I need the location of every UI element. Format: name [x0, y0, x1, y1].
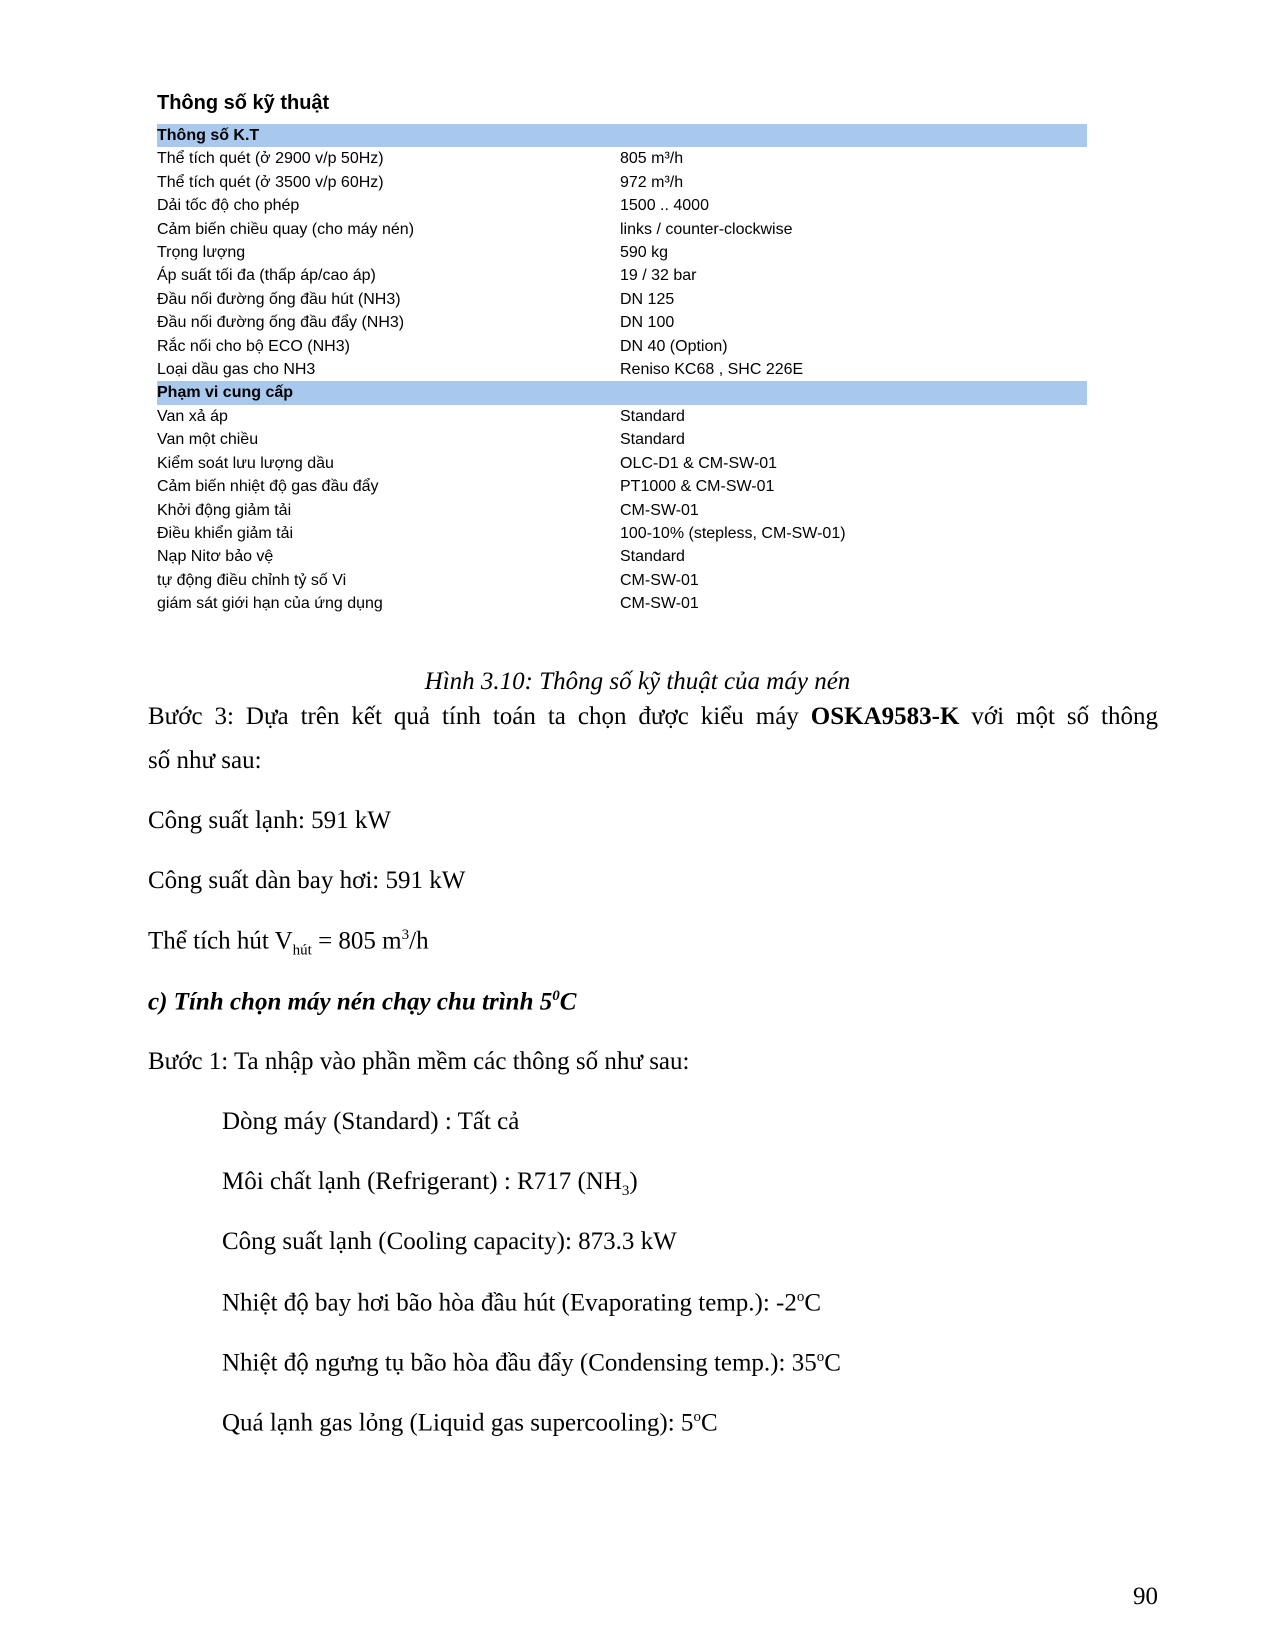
evaporator-capacity-line: Công suất dàn bay hơi: 591 kW	[148, 867, 466, 894]
spec-value: PT1000 & CM-SW-01	[620, 478, 775, 496]
spec-label: Áp suất tối đa (thấp áp/cao áp)	[157, 267, 376, 285]
figure-caption: Hình 3.10: Thông số kỹ thuật của máy nén	[424, 668, 851, 695]
spec-row	[157, 499, 1087, 522]
spec-row	[157, 475, 1087, 498]
step3-model: OSKA9583-K	[810, 703, 960, 730]
spec-value: DN 40 (Option)	[620, 337, 728, 355]
spec-label: Khởi động giảm tải	[157, 501, 292, 519]
spec-value: links / counter-clockwise	[620, 220, 793, 238]
spec-value: Standard	[620, 548, 685, 566]
spec-label: giám sát giới hạn của ứng dụng	[157, 595, 383, 613]
step3-line2: số như sau:	[148, 747, 262, 774]
spec-section-fill	[620, 381, 1087, 404]
spec-value: Standard	[620, 431, 685, 449]
step1-line: Bước 1: Ta nhập vào phần mềm các thông số như sau:	[148, 1048, 690, 1075]
spec-label: Trọng lượng	[157, 244, 246, 262]
cooling-capacity-line: Công suất lạnh: 591 kW	[148, 807, 392, 834]
spec-row	[157, 241, 1087, 264]
spec-section-header	[157, 124, 1087, 147]
step3-text-before: Bước 3: Dựa trên kết quả tính toán ta chọn được kiểu máy	[148, 703, 799, 730]
spec-row	[157, 171, 1087, 194]
spec-section-title: Thông số K.T	[157, 124, 620, 147]
spec-value: OLC-D1 & CM-SW-01	[620, 454, 778, 472]
evap-suffix: C	[804, 1289, 822, 1317]
spec-label: Dải tốc độ cho phép	[157, 197, 300, 215]
spec-label: Thể tích quét (ở 3500 v/p 60Hz)	[157, 173, 384, 191]
spec-row	[157, 264, 1087, 287]
spec-value: Standard	[620, 407, 685, 425]
spec-label: Van xả áp	[157, 407, 228, 425]
refrigerant-prefix: Môi chất lạnh (Refrigerant) : R717 (NH	[222, 1168, 622, 1195]
spec-value: CM-SW-01	[620, 571, 699, 589]
suction-volume-prefix: Thể tích hút V	[148, 927, 293, 955]
spec-row	[157, 288, 1087, 311]
spec-value: 100-10% (stepless, CM-SW-01)	[620, 524, 846, 542]
spec-section-header	[157, 381, 1087, 404]
heading-c-text: c) Tính chọn máy nén chạy chu trình 5	[148, 988, 553, 1016]
spec-row	[157, 335, 1087, 358]
heading-c-superscript: 0	[552, 988, 560, 1004]
input-series: Dòng máy (Standard) : Tất cả	[222, 1108, 520, 1135]
evap-prefix: Nhiệt độ bay hơi bão hòa đầu hút (Evaporating temp.): -2	[222, 1289, 797, 1317]
heading-c-suffix: C	[559, 988, 577, 1016]
step3-text-after: với một số thông	[971, 703, 1159, 730]
spec-row	[157, 569, 1087, 592]
spec-value: DN 125	[620, 290, 675, 308]
cond-suffix: C	[824, 1349, 841, 1377]
section-heading-c	[148, 988, 1158, 1016]
spec-label: Rắc nối cho bộ ECO (NH3)	[157, 337, 350, 355]
spec-row	[157, 405, 1087, 428]
spec-label: Loại dầu gas cho NH3	[157, 361, 316, 379]
suction-volume-middle: = 805 m	[311, 927, 402, 955]
spec-figure	[157, 88, 1087, 616]
spec-row	[157, 522, 1087, 545]
spec-row	[157, 592, 1087, 615]
spec-value: 805 m³/h	[620, 150, 684, 168]
suction-volume-subscript: hút	[292, 942, 312, 959]
page-number: 90	[1133, 1583, 1158, 1610]
spec-row	[157, 428, 1087, 451]
spec-title: Thông số kỹ thuật	[157, 92, 330, 114]
spec-row	[157, 218, 1087, 241]
sub-suffix: C	[700, 1409, 718, 1437]
input-condensing-temp	[222, 1349, 1232, 1377]
spec-label: Thể tích quét (ở 2900 v/p 50Hz)	[157, 150, 384, 168]
spec-row	[157, 545, 1087, 568]
spec-label: Đầu nối đường ống đầu hút (NH3)	[157, 290, 401, 308]
spec-label: Đầu nối đường ống đầu đẩy (NH3)	[157, 314, 405, 332]
refrigerant-suffix: )	[629, 1168, 638, 1195]
suction-volume-suffix: /h	[409, 927, 429, 955]
spec-value: 19 / 32 bar	[620, 267, 697, 285]
cond-prefix: Nhiệt độ ngưng tụ bão hòa đầu đẩy (Condensing temp.): 35	[222, 1349, 817, 1377]
spec-value: 1500 .. 4000	[620, 197, 709, 215]
spec-value: CM-SW-01	[620, 501, 699, 519]
refrigerant-subscript: 3	[621, 1183, 630, 1199]
input-refrigerant	[222, 1168, 1232, 1200]
spec-section-title: Phạm vi cung cấp	[157, 381, 620, 404]
spec-value: CM-SW-01	[620, 595, 699, 613]
spec-row	[157, 358, 1087, 381]
spec-label: Kiểm soát lưu lượng dầu	[157, 454, 334, 472]
sub-degree: o	[693, 1409, 701, 1425]
spec-row	[157, 311, 1087, 334]
step3-line1	[148, 703, 1158, 731]
spec-row	[157, 147, 1087, 170]
spec-value: Reniso KC68 , SHC 226E	[620, 361, 804, 379]
spec-section-fill	[620, 124, 1087, 147]
spec-label: Van một chiều	[157, 431, 259, 449]
spec-label: Điều khiển giảm tải	[157, 524, 294, 542]
spec-value: DN 100	[620, 314, 675, 332]
cond-degree: o	[816, 1349, 825, 1365]
input-cooling: Công suất lạnh (Cooling capacity): 873.3 kW	[222, 1228, 677, 1255]
spec-row	[157, 452, 1087, 475]
spec-label: Cảm biến chiều quay (cho máy nén)	[157, 220, 415, 238]
input-supercooling	[222, 1409, 1232, 1437]
evap-degree: o	[796, 1289, 805, 1305]
sub-prefix: Quá lạnh gas lỏng (Liquid gas supercooling): 5	[222, 1409, 694, 1437]
spec-table	[157, 124, 1087, 616]
suction-volume-superscript: 3	[401, 927, 410, 943]
suction-volume-line	[148, 927, 1158, 959]
spec-value: 590 kg	[620, 244, 669, 262]
input-evaporating-temp	[222, 1289, 1232, 1317]
spec-label: Cảm biến nhiệt độ gas đầu đẩy	[157, 478, 379, 496]
spec-label: tự động điều chỉnh tỷ số Vi	[157, 571, 347, 589]
spec-row	[157, 194, 1087, 217]
spec-label: Nạp Nitơ bảo vệ	[157, 548, 274, 566]
spec-value: 972 m³/h	[620, 173, 684, 191]
